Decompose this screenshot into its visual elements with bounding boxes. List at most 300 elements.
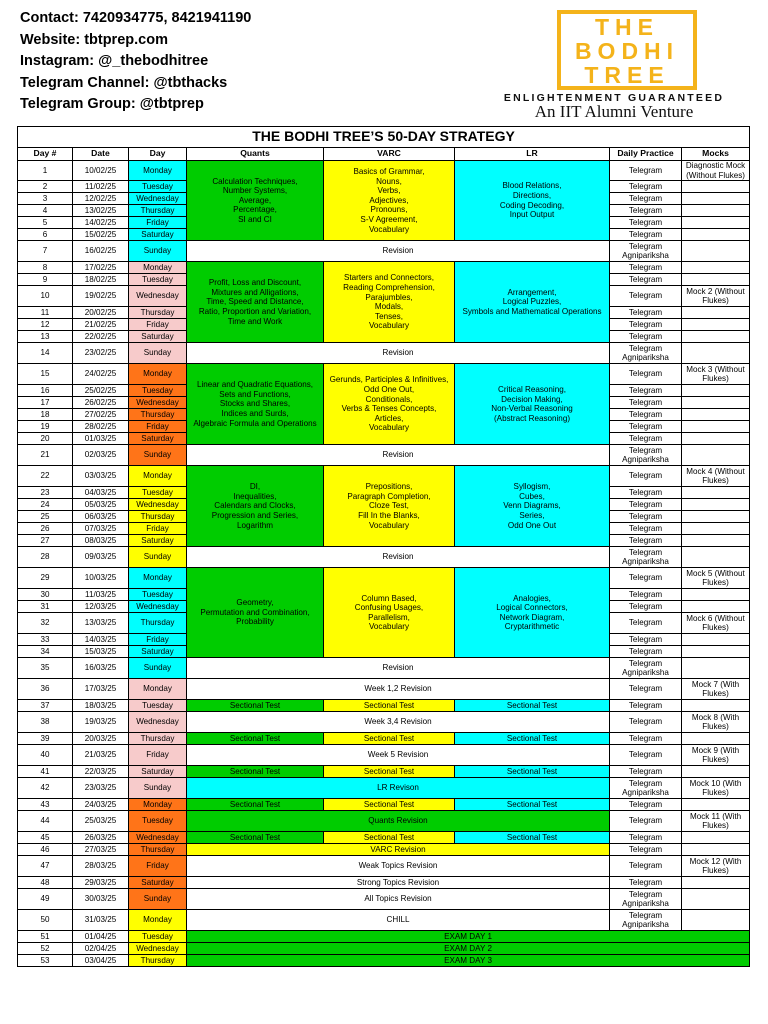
mock-cell: Mock 8 (With Flukes)	[682, 712, 750, 733]
date-cell: 16/02/25	[73, 241, 129, 262]
topic-block: Sectional Test	[455, 700, 610, 712]
table-row	[18, 811, 750, 832]
daily-practice-cell: Telegram Agnipariksha	[610, 778, 682, 799]
topic-block: Column Based, Confusing Usages, Parallelism, Vocabulary	[324, 568, 455, 658]
day-number-cell: 29	[18, 568, 73, 589]
weekday-cell: Thursday	[129, 613, 187, 634]
mock-cell	[682, 700, 750, 712]
topic-block: Quants Revision	[187, 811, 610, 832]
mock-cell: Mock 11 (With Flukes)	[682, 811, 750, 832]
day-number-cell: 20	[18, 433, 73, 445]
weekday-cell: Saturday	[129, 535, 187, 547]
day-number-cell: 12	[18, 319, 73, 331]
daily-practice-cell: Telegram	[610, 601, 682, 613]
weekday-cell: Saturday	[129, 331, 187, 343]
table-row	[18, 832, 750, 844]
day-number-cell: 18	[18, 409, 73, 421]
topic-block: Sectional Test	[324, 733, 455, 745]
daily-practice-cell: Telegram Agnipariksha	[610, 343, 682, 364]
mock-cell: Mock 5 (Without Flukes)	[682, 568, 750, 589]
table-row	[18, 679, 750, 700]
day-number-cell: 4	[18, 205, 73, 217]
weekday-cell: Thursday	[129, 733, 187, 745]
daily-practice-cell: Telegram	[610, 193, 682, 205]
weekday-cell: Wednesday	[129, 943, 187, 955]
date-cell: 18/03/25	[73, 700, 129, 712]
mock-cell	[682, 511, 750, 523]
date-cell: 27/03/25	[73, 844, 129, 856]
mock-cell	[682, 229, 750, 241]
telegram-group[interactable]: Telegram Group: @tbtprep	[20, 96, 204, 113]
daily-practice-cell: Telegram	[610, 679, 682, 700]
day-number-cell: 43	[18, 799, 73, 811]
weekday-cell: Tuesday	[129, 811, 187, 832]
day-number-cell: 42	[18, 778, 73, 799]
date-cell: 01/03/25	[73, 433, 129, 445]
weekday-cell: Tuesday	[129, 274, 187, 286]
topic-block: All Topics Revision	[187, 889, 610, 910]
daily-practice-cell: Telegram	[610, 364, 682, 385]
mock-cell	[682, 409, 750, 421]
mock-cell	[682, 487, 750, 499]
table-row	[18, 547, 750, 568]
weekday-cell: Saturday	[129, 229, 187, 241]
mock-cell	[682, 646, 750, 658]
day-number-cell: 19	[18, 421, 73, 433]
mock-cell	[682, 523, 750, 535]
day-number-cell: 52	[18, 943, 73, 955]
mock-cell	[682, 181, 750, 193]
day-number-cell: 41	[18, 766, 73, 778]
daily-practice-cell: Telegram Agnipariksha	[610, 658, 682, 679]
day-number-cell: 44	[18, 811, 73, 832]
topic-block: Critical Reasoning, Decision Making, Non-Verbal Reasoning (Abstract Reasoning)	[455, 364, 610, 445]
column-header: VARC	[324, 148, 455, 161]
topic-block: Sectional Test	[455, 766, 610, 778]
mock-cell: Mock 10 (With Flukes)	[682, 778, 750, 799]
day-number-cell: 25	[18, 511, 73, 523]
table-row	[18, 241, 750, 262]
table-row	[18, 889, 750, 910]
daily-practice-cell: Telegram	[610, 397, 682, 409]
date-cell: 26/03/25	[73, 832, 129, 844]
daily-practice-cell: Telegram	[610, 712, 682, 733]
daily-practice-cell: Telegram Agnipariksha	[610, 910, 682, 931]
topic-block: Sectional Test	[187, 832, 324, 844]
daily-practice-cell: Telegram	[610, 613, 682, 634]
weekday-cell: Tuesday	[129, 385, 187, 397]
mock-cell	[682, 193, 750, 205]
weekday-cell: Friday	[129, 856, 187, 877]
weekday-cell: Thursday	[129, 409, 187, 421]
weekday-cell: Tuesday	[129, 931, 187, 943]
daily-practice-cell: Telegram	[610, 523, 682, 535]
topic-block: LR Revison	[187, 778, 610, 799]
table-row	[18, 745, 750, 766]
weekday-cell: Monday	[129, 799, 187, 811]
weekday-cell: Saturday	[129, 877, 187, 889]
weekday-cell: Wednesday	[129, 193, 187, 205]
day-number-cell: 38	[18, 712, 73, 733]
mock-cell	[682, 766, 750, 778]
weekday-cell: Thursday	[129, 511, 187, 523]
daily-practice-cell: Telegram	[610, 487, 682, 499]
topic-block: Sectional Test	[187, 700, 324, 712]
topic-block: Starters and Connectors, Reading Comprehension, Parajumbles, Modals, Tenses, Vocabulary	[324, 262, 455, 343]
mock-cell	[682, 433, 750, 445]
daily-practice-cell: Telegram	[610, 274, 682, 286]
table-row	[18, 262, 750, 274]
mock-cell: Diagnostic Mock (Without Flukes)	[682, 161, 750, 181]
date-cell: 15/02/25	[73, 229, 129, 241]
weekday-cell: Monday	[129, 910, 187, 931]
topic-block: Sectional Test	[324, 799, 455, 811]
daily-practice-cell: Telegram	[610, 421, 682, 433]
weekday-cell: Thursday	[129, 205, 187, 217]
daily-practice-cell: Telegram	[610, 205, 682, 217]
weekday-cell: Monday	[129, 679, 187, 700]
weekday-cell: Friday	[129, 745, 187, 766]
mock-cell	[682, 343, 750, 364]
day-number-cell: 13	[18, 331, 73, 343]
date-cell: 22/03/25	[73, 766, 129, 778]
day-number-cell: 17	[18, 397, 73, 409]
daily-practice-cell: Telegram	[610, 799, 682, 811]
day-number-cell: 26	[18, 523, 73, 535]
logo-line-2: BODHI	[574, 38, 680, 64]
day-number-cell: 48	[18, 877, 73, 889]
weekday-cell: Sunday	[129, 658, 187, 679]
mock-cell: Mock 9 (With Flukes)	[682, 745, 750, 766]
weekday-cell: Sunday	[129, 445, 187, 466]
logo-line-3: TREE	[584, 62, 670, 88]
mock-cell	[682, 319, 750, 331]
topic-block: Analogies, Logical Connectors, Network Diagram, Cryptarithmetic	[455, 568, 610, 658]
weekday-cell: Wednesday	[129, 499, 187, 511]
topic-block: Week 3,4 Revision	[187, 712, 610, 733]
weekday-cell: Wednesday	[129, 397, 187, 409]
daily-practice-cell: Telegram	[610, 286, 682, 307]
weekday-cell: Saturday	[129, 766, 187, 778]
date-cell: 08/03/25	[73, 535, 129, 547]
topic-block: Prepositions, Paragraph Completion, Cloze Test, Fill In the Blanks, Vocabulary	[324, 466, 455, 547]
daily-practice-cell: Telegram	[610, 161, 682, 181]
weekday-cell: Wednesday	[129, 712, 187, 733]
date-cell: 28/03/25	[73, 856, 129, 877]
date-cell: 09/03/25	[73, 547, 129, 568]
contact-info	[20, 8, 251, 116]
date-cell: 01/04/25	[73, 931, 129, 943]
weekday-cell: Friday	[129, 421, 187, 433]
table-row	[18, 856, 750, 877]
column-header: LR	[455, 148, 610, 161]
topic-block: VARC Revision	[187, 844, 610, 856]
day-number-cell: 10	[18, 286, 73, 307]
weekday-cell: Thursday	[129, 844, 187, 856]
mock-cell	[682, 421, 750, 433]
date-cell: 02/03/25	[73, 445, 129, 466]
table-row	[18, 778, 750, 799]
table-row	[18, 161, 750, 181]
daily-practice-cell: Telegram	[610, 535, 682, 547]
topic-block: Revision	[187, 241, 610, 262]
mock-cell	[682, 634, 750, 646]
topic-block: Linear and Quadratic Equations, Sets and Functions, Stocks and Shares, Indices and Surds, Algebraic Formula and Operations	[187, 364, 324, 445]
mock-cell	[682, 547, 750, 568]
topic-block: Syllogism, Cubes, Venn Diagrams, Series, Odd One Out	[455, 466, 610, 547]
weekday-cell: Monday	[129, 262, 187, 274]
day-number-cell: 6	[18, 229, 73, 241]
daily-practice-cell: Telegram	[610, 217, 682, 229]
topic-block: Blood Relations, Directions, Coding Decoding, Input Output	[455, 161, 610, 241]
weekday-cell: Monday	[129, 466, 187, 487]
mock-cell: Mock 6 (Without Flukes)	[682, 613, 750, 634]
daily-practice-cell: Telegram	[610, 634, 682, 646]
daily-practice-cell: Telegram Agnipariksha	[610, 889, 682, 910]
daily-practice-cell: Telegram	[610, 499, 682, 511]
day-number-cell: 53	[18, 955, 73, 967]
weekday-cell: Sunday	[129, 241, 187, 262]
weekday-cell: Tuesday	[129, 487, 187, 499]
instagram-handle[interactable]: Instagram: @_thebodhitree	[20, 53, 209, 70]
topic-block: DI, Inequalities, Calendars and Clocks, Progression and Series, Logarithm	[187, 466, 324, 547]
topic-block: CHILL	[187, 910, 610, 931]
weekday-cell: Sunday	[129, 547, 187, 568]
daily-practice-cell: Telegram	[610, 466, 682, 487]
date-cell: 19/03/25	[73, 712, 129, 733]
day-number-cell: 14	[18, 343, 73, 364]
daily-practice-cell: Telegram	[610, 307, 682, 319]
daily-practice-cell: Telegram Agnipariksha	[610, 445, 682, 466]
table-row	[18, 568, 750, 589]
weekday-cell: Friday	[129, 319, 187, 331]
weekday-cell: Saturday	[129, 646, 187, 658]
website-link[interactable]: Website: tbtprep.com	[20, 31, 168, 48]
daily-practice-cell: Telegram	[610, 409, 682, 421]
weekday-cell: Wednesday	[129, 286, 187, 307]
daily-practice-cell: Telegram	[610, 331, 682, 343]
table-row	[18, 910, 750, 931]
date-cell: 22/02/25	[73, 331, 129, 343]
topic-block: Geometry, Permutation and Combination, Probability	[187, 568, 324, 658]
table-row	[18, 955, 750, 967]
day-number-cell: 16	[18, 385, 73, 397]
weekday-cell: Friday	[129, 523, 187, 535]
daily-practice-cell: Telegram	[610, 700, 682, 712]
day-number-cell: 9	[18, 274, 73, 286]
date-cell: 14/03/25	[73, 634, 129, 646]
day-number-cell: 33	[18, 634, 73, 646]
date-cell: 07/03/25	[73, 523, 129, 535]
date-cell: 13/03/25	[73, 613, 129, 634]
weekday-cell: Saturday	[129, 433, 187, 445]
mock-cell	[682, 445, 750, 466]
date-cell: 17/02/25	[73, 262, 129, 274]
topic-block: Profit, Loss and Discount, Mixtures and Alligations, Time, Speed and Distance, Ratio, Proportion and Variation, Time and Work	[187, 262, 324, 343]
date-cell: 23/02/25	[73, 343, 129, 364]
table-row	[18, 712, 750, 733]
mock-cell	[682, 601, 750, 613]
day-number-cell: 51	[18, 931, 73, 943]
date-cell: 15/03/25	[73, 646, 129, 658]
date-cell: 10/02/25	[73, 161, 129, 181]
mock-cell	[682, 385, 750, 397]
topic-block: Week 5 Revision	[187, 745, 610, 766]
day-number-cell: 32	[18, 613, 73, 634]
date-cell: 13/02/25	[73, 205, 129, 217]
day-number-cell: 22	[18, 466, 73, 487]
column-header: Quants	[187, 148, 324, 161]
day-number-cell: 11	[18, 307, 73, 319]
table-row	[18, 658, 750, 679]
date-cell: 30/03/25	[73, 889, 129, 910]
day-number-cell: 50	[18, 910, 73, 931]
table-row	[18, 766, 750, 778]
daily-practice-cell: Telegram Agnipariksha	[610, 241, 682, 262]
table-title: THE BODHI TREE’S 50-DAY STRATEGY	[18, 127, 750, 148]
weekday-cell: Tuesday	[129, 181, 187, 193]
weekday-cell: Thursday	[129, 307, 187, 319]
daily-practice-cell: Telegram Agnipariksha	[610, 547, 682, 568]
weekday-cell: Wednesday	[129, 601, 187, 613]
bodhi-tree-logo	[557, 10, 697, 90]
table-row	[18, 877, 750, 889]
topic-block: Sectional Test	[324, 832, 455, 844]
topic-block: Sectional Test	[324, 766, 455, 778]
weekday-cell: Monday	[129, 568, 187, 589]
day-number-cell: 30	[18, 589, 73, 601]
date-cell: 03/03/25	[73, 466, 129, 487]
daily-practice-cell: Telegram	[610, 856, 682, 877]
mock-cell	[682, 499, 750, 511]
mock-cell: Mock 3 (Without Flukes)	[682, 364, 750, 385]
daily-practice-cell: Telegram	[610, 385, 682, 397]
day-number-cell: 7	[18, 241, 73, 262]
topic-block: Calculation Techniques, Number Systems, Average, Percentage, SI and CI	[187, 161, 324, 241]
header-row	[18, 148, 750, 161]
day-number-cell: 45	[18, 832, 73, 844]
mock-cell	[682, 910, 750, 931]
mock-cell: Mock 12 (With Flukes)	[682, 856, 750, 877]
mock-cell	[682, 535, 750, 547]
table-row	[18, 445, 750, 466]
day-number-cell: 27	[18, 535, 73, 547]
day-number-cell: 8	[18, 262, 73, 274]
topic-block: Revision	[187, 658, 610, 679]
date-cell: 03/04/25	[73, 955, 129, 967]
topic-block: Sectional Test	[187, 799, 324, 811]
daily-practice-cell: Telegram	[610, 832, 682, 844]
topic-block: Sectional Test	[187, 733, 324, 745]
date-cell: 18/02/25	[73, 274, 129, 286]
daily-practice-cell: Telegram	[610, 745, 682, 766]
date-cell: 25/02/25	[73, 385, 129, 397]
table-row	[18, 700, 750, 712]
topic-block: Basics of Grammar, Nouns, Verbs, Adjectives, Pronouns, S-V Agreement, Vocabulary	[324, 161, 455, 241]
day-number-cell: 5	[18, 217, 73, 229]
day-number-cell: 24	[18, 499, 73, 511]
column-header: Day	[129, 148, 187, 161]
daily-practice-cell: Telegram	[610, 568, 682, 589]
logo-line-1: THE	[595, 14, 659, 40]
table-row	[18, 343, 750, 364]
mock-cell	[682, 331, 750, 343]
date-cell: 25/03/25	[73, 811, 129, 832]
day-number-cell: 39	[18, 733, 73, 745]
date-cell: 21/02/25	[73, 319, 129, 331]
mock-cell	[682, 307, 750, 319]
contact-phone: Contact: 7420934775, 8421941190	[20, 10, 252, 26]
mock-cell	[682, 799, 750, 811]
mock-cell	[682, 832, 750, 844]
date-cell: 17/03/25	[73, 679, 129, 700]
weekday-cell: Sunday	[129, 889, 187, 910]
mock-cell	[682, 274, 750, 286]
date-cell: 06/03/25	[73, 511, 129, 523]
topic-block: Revision	[187, 445, 610, 466]
column-header: Day #	[18, 148, 73, 161]
date-cell: 12/02/25	[73, 193, 129, 205]
weekday-cell: Wednesday	[129, 832, 187, 844]
table-row	[18, 931, 750, 943]
topic-block: Revision	[187, 343, 610, 364]
column-header: Date	[73, 148, 129, 161]
mock-cell	[682, 658, 750, 679]
topic-block: Weak Topics Revision	[187, 856, 610, 877]
daily-practice-cell: Telegram	[610, 646, 682, 658]
date-cell: 02/04/25	[73, 943, 129, 955]
day-number-cell: 3	[18, 193, 73, 205]
telegram-channel[interactable]: Telegram Channel: @tbthacks	[20, 74, 228, 91]
date-cell: 29/03/25	[73, 877, 129, 889]
topic-block: Strong Topics Revision	[187, 877, 610, 889]
day-number-cell: 21	[18, 445, 73, 466]
topic-block: EXAM DAY 1	[187, 931, 750, 943]
day-number-cell: 40	[18, 745, 73, 766]
mock-cell	[682, 262, 750, 274]
daily-practice-cell: Telegram	[610, 589, 682, 601]
topic-block: Week 1,2 Revision	[187, 679, 610, 700]
mock-cell	[682, 877, 750, 889]
mock-cell	[682, 397, 750, 409]
date-cell: 28/02/25	[73, 421, 129, 433]
daily-practice-cell: Telegram	[610, 319, 682, 331]
date-cell: 16/03/25	[73, 658, 129, 679]
weekday-cell: Friday	[129, 217, 187, 229]
mock-cell	[682, 844, 750, 856]
daily-practice-cell: Telegram	[610, 733, 682, 745]
day-number-cell: 1	[18, 161, 73, 181]
date-cell: 20/03/25	[73, 733, 129, 745]
day-number-cell: 31	[18, 601, 73, 613]
topic-block: Sectional Test	[455, 832, 610, 844]
weekday-cell: Tuesday	[129, 700, 187, 712]
table-row	[18, 799, 750, 811]
date-cell: 24/03/25	[73, 799, 129, 811]
date-cell: 04/03/25	[73, 487, 129, 499]
mock-cell: Mock 7 (With Flukes)	[682, 679, 750, 700]
weekday-cell: Monday	[129, 161, 187, 181]
mock-cell: Mock 2 (Without Flukes)	[682, 286, 750, 307]
day-number-cell: 36	[18, 679, 73, 700]
topic-block: Sectional Test	[324, 700, 455, 712]
topic-block: EXAM DAY 3	[187, 955, 750, 967]
date-cell: 12/03/25	[73, 601, 129, 613]
mock-cell	[682, 733, 750, 745]
daily-practice-cell: Telegram	[610, 877, 682, 889]
mock-cell	[682, 589, 750, 601]
logo-venture: An IIT Alumni Venture	[534, 102, 694, 121]
